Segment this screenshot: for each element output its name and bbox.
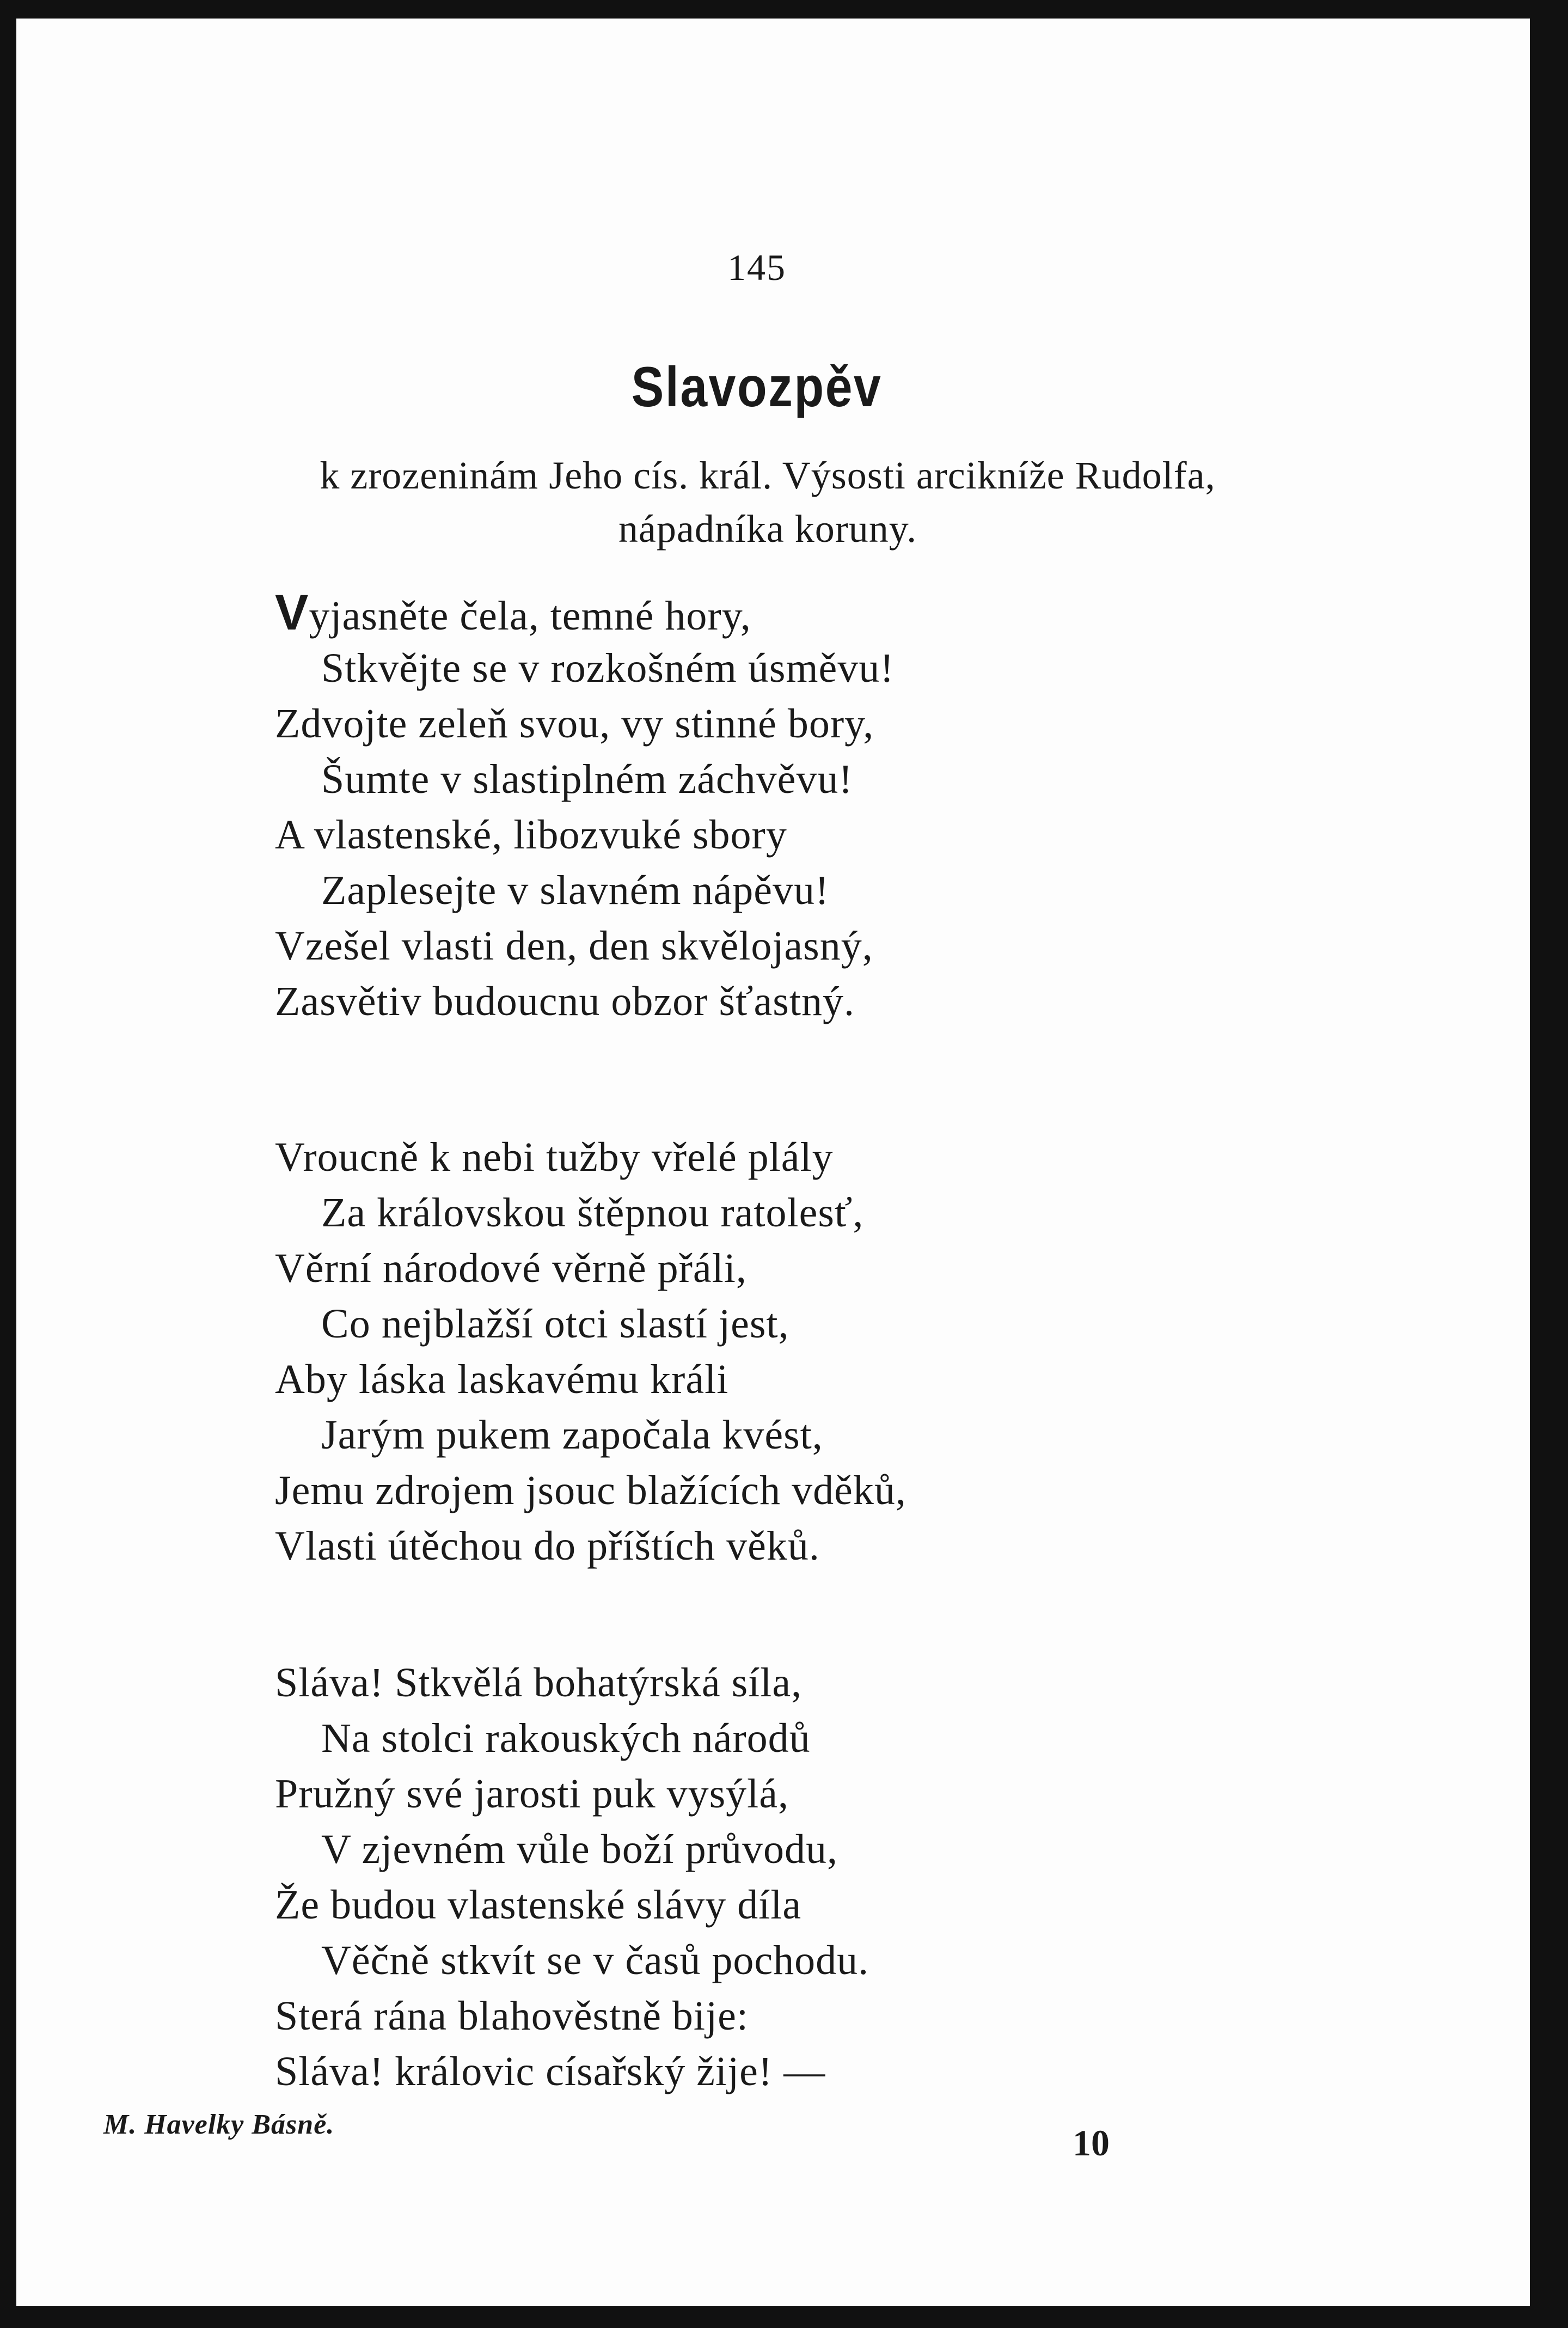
signature-number: 10	[1073, 2122, 1110, 2164]
stanza-2	[275, 1129, 1255, 1574]
page-number: 145	[727, 247, 786, 288]
verse-line: Sterá rána blahověstně bije:	[275, 1993, 749, 2039]
verse-line: Za královskou štěpnou ratolesť,	[321, 1190, 864, 1236]
verse-line: Věčně stkvít se v časů pochodu.	[321, 1938, 869, 1983]
verse-line: V zjevném vůle boží průvodu,	[321, 1826, 838, 1872]
stanza-3	[275, 1655, 1255, 2099]
verse-line: Co nejblažší otci slastí jest,	[321, 1301, 789, 1347]
verse-line: Zaplesejte v slavném nápěvu!	[321, 867, 830, 913]
verse-line: Sláva! Stkvělá bohatýrská síla,	[275, 1660, 803, 1706]
book-page	[16, 19, 1530, 2306]
footer-signature: M. Havelky Básně.	[103, 2109, 335, 2140]
dedication-line: nápadníka koruny.	[618, 507, 917, 551]
verse-line: A vlastenské, libozvuké sbory	[275, 812, 787, 858]
verse-line: Na stolci rakouských národů	[321, 1715, 811, 1761]
verse-line: Věrní národové věrně přáli,	[275, 1245, 747, 1291]
verse-line: Aby láska laskavému králi	[275, 1357, 729, 1402]
verse-line: Sláva! královic císařský žije! —	[275, 2049, 826, 2094]
verse-line: Vroucně k nebi tužby vřelé plály	[275, 1134, 834, 1180]
verse-line: Šumte v slastiplném záchvěvu!	[321, 756, 853, 802]
poem-dedication	[196, 449, 1339, 555]
drop-cap: V	[275, 585, 309, 640]
verse-line: Vyjasněte čela, temné hory,	[275, 585, 751, 640]
verse-line: Zasvětiv budoucnu obzor šťastný.	[275, 979, 855, 1024]
verse-line: Vlasti útěchou do příštích věků.	[275, 1523, 820, 1569]
dedication-line: k zrozeninám Jeho cís. král. Výsosti arcikníže Rudolfa,	[320, 454, 1216, 497]
verse-line: Stkvějte se v rozkošném úsměvu!	[321, 645, 895, 691]
verse-line: Vzešel vlasti den, den skvělojasný,	[275, 923, 873, 969]
poem-title: Slavozpěv	[631, 356, 883, 419]
verse-line: Že budou vlastenské slávy díla	[275, 1882, 802, 1928]
verse-line: Jemu zdrojem jsouc blažících vděků,	[275, 1468, 906, 1513]
verse-line: Pružný své jarosti puk vysýlá,	[275, 1771, 789, 1817]
verse-line: Jarým pukem započala kvést,	[321, 1412, 823, 1458]
verse-line: Zdvojte zeleň svou, vy stinné bory,	[275, 701, 874, 747]
stanza-1	[275, 585, 1255, 1029]
